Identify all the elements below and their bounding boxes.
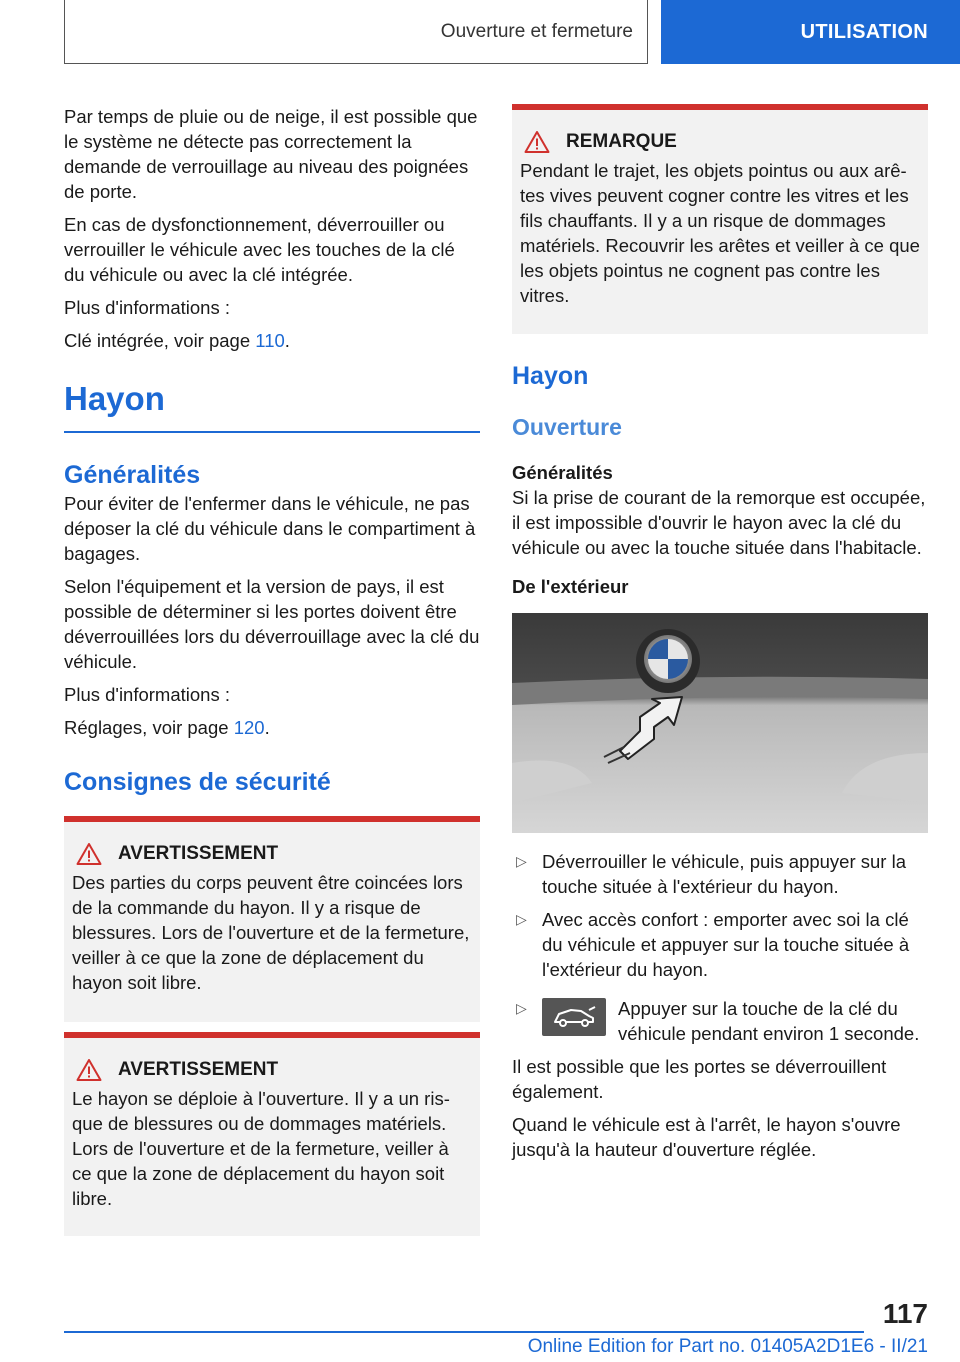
paragraph: Pour éviter de l'enfermer dans le véhicule, ne pas déposer la clé du véhicule dans le compartiment à bagages. [64, 493, 476, 564]
remark-text: Pendant le trajet, les objets pointus ou aux arêtes vives peuvent cogner contre les vitres et les fils chauffants. Il y a un risque de dommages matériels. Recouvrir les arêtes et veiller à ce que les objets pointus ne cognent pas contre les vitres. [520, 160, 920, 306]
warning-triangle-icon [76, 1058, 102, 1082]
footer-divider [64, 1331, 864, 1333]
warning-text: Le hayon se déploie à l'ouverture. Il y a un risque de blessures ou de dommages matériels. Lors de l'ouverture et de la fermeture, veiller à ce que la zone de déplacement du hayon soit libre. [72, 1088, 450, 1209]
tailgate-button-illustration [512, 613, 928, 833]
key-button-row [542, 996, 928, 1046]
warning-title: AVERTISSEMENT [118, 1059, 279, 1080]
paragraph: Si la prise de courant de la remorque est occupée, il est impossible d'ouvrir le hayon avec la clé du véhicule ou avec la touche située dans l'habitacle. [512, 487, 926, 558]
list-item-text: Appuyer sur la touche de la clé du véhicule pendant environ 1 seconde. [618, 998, 920, 1044]
tailgate-photo [512, 613, 928, 833]
instruction-list [512, 849, 928, 1046]
page-link-120[interactable]: 120 [233, 717, 265, 738]
heading-hayon: Hayon [512, 362, 589, 390]
list-item [512, 849, 928, 899]
warning-text: Des parties du corps peuvent être coincées lors de la commande du hayon. Il y a risque de blessures. Lors de l'ouverture et de la fermeture, veiller à ce que la zone de déplacement du hayon soit libre. [72, 872, 470, 993]
warning-title: AVERTISSEMENT [118, 843, 279, 864]
warning-title-row [76, 842, 472, 866]
paragraph: Selon l'équipement et la version de pays, il est possible de déterminer si les portes doivent être déverrouillées lors du déverrouillage avec la clé du véhicule. [64, 576, 480, 672]
triangle-bullet-icon: ▷ [516, 853, 527, 869]
edition-note: Online Edition for Part no. 01405A2D1E6 - II/21 [527, 1336, 928, 1357]
heading-exterior: De l'extérieur [512, 576, 629, 597]
paragraph: Il est possible que les portes se déverrouillent également. [512, 1056, 887, 1102]
page-number: 117 [882, 1298, 928, 1329]
remark-title-row [524, 130, 920, 154]
page-link-110[interactable]: 110 [255, 330, 285, 351]
section-label: Ouverture et fermeture [440, 20, 633, 42]
list-item [512, 907, 928, 982]
list-item-text: Déverrouiller le véhicule, puis appuyer sur la touche située à l'extérieur du hayon. [542, 851, 907, 897]
list-item-text: Avec accès confort : emporter avec soi la clé du véhicule et appuyer sur la touche située à l'extérieur du hayon. [542, 909, 910, 980]
list-item [512, 996, 928, 1046]
warning-triangle-icon [76, 842, 102, 866]
heading-general: Généralités [512, 462, 613, 483]
warning-title-row [76, 1058, 472, 1082]
header-section-title [64, 0, 648, 64]
triangle-bullet-icon: ▷ [516, 911, 527, 927]
cross-reference [64, 328, 480, 353]
reference-text: Clé intégrée, voir page [64, 330, 256, 351]
right-column [512, 104, 928, 1170]
reference-end: . [264, 717, 270, 738]
paragraph: Plus d'informations : [64, 684, 230, 705]
heading-safety: Consignes de sécurité [64, 768, 331, 796]
paragraph: En cas de dysfonctionnement, déverrouiller ou verrouiller le véhicule avec les touches de la clé du véhicule ou avec la clé intégrée. [64, 214, 455, 285]
warning-box [64, 1032, 480, 1236]
reference-end: . [284, 330, 290, 351]
remark-title: REMARQUE [566, 131, 677, 152]
heading-ouverture: Ouverture [512, 414, 622, 440]
car-trunk-key-icon [542, 998, 606, 1036]
warning-triangle-icon [524, 130, 550, 154]
paragraph: Plus d'informations : [64, 297, 230, 318]
header-chapter-tab [661, 0, 960, 64]
cross-reference [64, 715, 480, 740]
heading-general: Généralités [64, 461, 201, 489]
chapter-label: UTILISATION [800, 20, 928, 43]
chapter-title: Hayon [64, 379, 480, 433]
remark-box [512, 104, 928, 334]
left-column [64, 104, 480, 1236]
triangle-bullet-icon: ▷ [516, 1000, 527, 1016]
paragraph: Quand le véhicule est à l'arrêt, le hayon s'ouvre jusqu'à la hauteur d'ouverture réglée. [512, 1114, 901, 1160]
paragraph: Par temps de pluie ou de neige, il est possible que le système ne détecte pas correctement la demande de verrouillage au niveau des poignées de porte. [64, 106, 478, 202]
reference-text: Réglages, voir page [64, 717, 234, 738]
warning-box [64, 816, 480, 1022]
